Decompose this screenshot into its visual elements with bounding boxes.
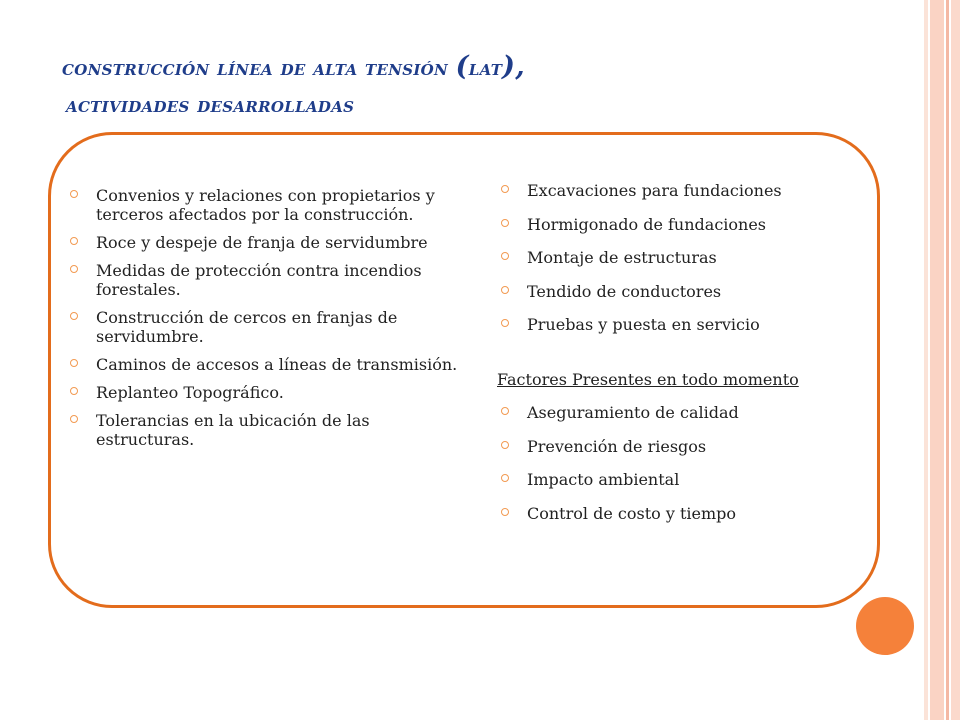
- list-item-text: Construcción de cercos en franjas de servidumbre.: [96, 308, 398, 346]
- bullet-circle-icon: [70, 415, 78, 423]
- bullet-circle-icon: [501, 252, 509, 260]
- title-paren-open: (: [455, 51, 469, 82]
- list-item-text: Tendido de conductores: [527, 281, 722, 301]
- bullet-circle-icon: [501, 508, 509, 516]
- list-item: [497, 470, 877, 489]
- list-item-text: Montaje de estructuras: [527, 248, 717, 267]
- bullet-circle-icon: [70, 312, 78, 320]
- bullet-circle-icon: [501, 219, 509, 227]
- list-item: [66, 261, 466, 299]
- list-item: [66, 308, 466, 346]
- left-column: [66, 186, 466, 458]
- title-paren-close: ),: [502, 51, 525, 82]
- title-abbrev: lat: [468, 55, 503, 80]
- list-item-text: Convenios y relaciones con propietarios y terceros afectados por la construcción.: [96, 186, 435, 224]
- activities-list-right: [497, 181, 877, 334]
- factors-list: [497, 403, 877, 523]
- bullet-circle-icon: [501, 407, 509, 415]
- list-item: [497, 437, 877, 456]
- stripe: [924, 0, 928, 720]
- side-stripes-decoration: [924, 0, 960, 720]
- stripe: [946, 0, 949, 720]
- list-item: [66, 186, 466, 224]
- bullet-circle-icon: [70, 237, 78, 245]
- bullet-circle-icon: [501, 319, 509, 327]
- list-item: [497, 248, 877, 267]
- list-item: [497, 181, 877, 200]
- list-item-text: Tolerancias en la ubicación de las estructuras.: [96, 411, 370, 449]
- list-item: [497, 215, 877, 234]
- list-item-text: Hormigonado de fundaciones: [527, 214, 767, 234]
- activities-list-left: [66, 186, 466, 449]
- list-item-text: Aseguramiento de calidad: [527, 403, 739, 422]
- list-item: [66, 383, 466, 402]
- title-line2: actividades desarrolladas: [66, 92, 355, 117]
- stripe: [951, 0, 960, 720]
- list-item-text: Replanteo Topográfico.: [96, 383, 284, 402]
- list-item: [66, 355, 466, 374]
- bullet-circle-icon: [501, 185, 509, 193]
- slide-title: [62, 48, 882, 123]
- bullet-circle-icon: [70, 387, 78, 395]
- list-item: [66, 411, 466, 449]
- bullet-circle-icon: [501, 286, 509, 294]
- bullet-circle-icon: [501, 441, 509, 449]
- stripe: [930, 0, 944, 720]
- list-item: [497, 403, 877, 422]
- list-item-text: Excavaciones para fundaciones: [527, 181, 782, 200]
- list-item-text: Medidas de protección contra incendios forestales.: [96, 261, 422, 299]
- list-item-text: Prevención de riesgos: [527, 436, 707, 456]
- list-item: [497, 504, 877, 523]
- list-item-text: Pruebas y puesta en servicio: [527, 315, 760, 334]
- title-text-part1: construcción línea de alta tensión: [62, 55, 456, 80]
- factors-heading: Factores Presentes en todo momento: [497, 370, 799, 389]
- bullet-circle-icon: [70, 359, 78, 367]
- orange-circle-decoration: [856, 597, 914, 655]
- list-item: [497, 315, 877, 334]
- list-item-text: Control de costo y tiempo: [527, 503, 737, 523]
- list-item-text: Roce y despeje de franja de servidumbre: [96, 233, 428, 252]
- list-item: [66, 233, 466, 252]
- bullet-circle-icon: [70, 265, 78, 273]
- bullet-circle-icon: [501, 474, 509, 482]
- list-item-text: Caminos de accesos a líneas de transmisión.: [96, 355, 458, 374]
- right-column: [497, 181, 877, 537]
- list-item: [497, 282, 877, 301]
- bullet-circle-icon: [70, 190, 78, 198]
- list-item-text: Impacto ambiental: [527, 470, 680, 489]
